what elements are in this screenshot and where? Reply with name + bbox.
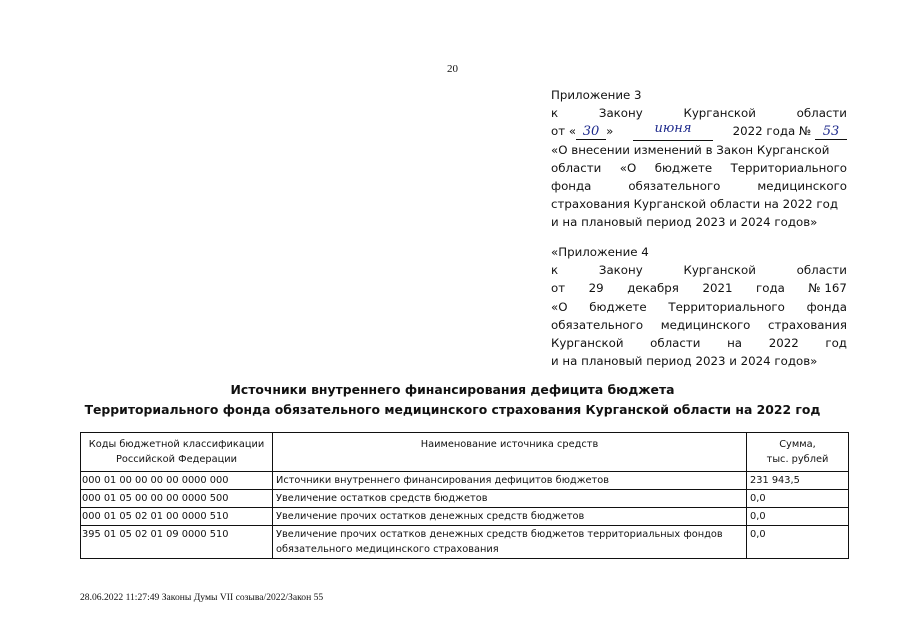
word: на — [727, 335, 743, 350]
word: № 167 — [808, 281, 847, 296]
appendix-3-line — [551, 195, 847, 213]
cell-code: 000 01 05 00 00 00 0000 500 — [81, 490, 273, 508]
appendix-3-block — [551, 86, 847, 232]
appendix-3-law-line — [551, 104, 847, 122]
word: Курганской — [683, 106, 756, 121]
word: и на плановый период 2023 и 2024 годов» — [551, 354, 818, 369]
cell-name: Увеличение остатков средств бюджетов — [273, 490, 747, 508]
cell-code: 000 01 05 02 01 00 0000 510 — [81, 508, 273, 526]
year-text: 2022 года № — [732, 124, 812, 139]
cell-sum: 231 943,5 — [747, 472, 849, 490]
table-row — [81, 508, 849, 526]
word: от — [551, 281, 566, 296]
word: Территориального — [668, 299, 785, 314]
appendix-3-text — [551, 141, 847, 232]
appendix-4-line — [551, 352, 847, 370]
cell-sum: 0,0 — [747, 526, 849, 559]
cell-name: Источники внутреннего финансирования дефицитов бюджетов — [273, 472, 747, 490]
word: к — [551, 106, 559, 121]
word: обязательного — [551, 317, 644, 332]
word: страхования Курганской области на 2022 год — [551, 197, 838, 212]
table-body — [81, 472, 849, 559]
word: 29 — [588, 281, 604, 296]
appendix-3-line — [551, 213, 847, 231]
word: бюджете — [654, 160, 713, 175]
page-number: 20 — [447, 63, 458, 75]
cell-sum: 0,0 — [747, 508, 849, 526]
title-line-1: Источники внутреннего финансирования дефицита бюджета — [230, 382, 675, 397]
word: фонда — [551, 178, 592, 193]
handwritten-month: июня — [633, 122, 713, 140]
appendix-4-heading: «Приложение 4 — [551, 245, 649, 259]
word: медицинского — [660, 317, 751, 332]
cell-code: 395 01 05 02 01 09 0000 510 — [81, 526, 273, 559]
appendix-3-line — [551, 177, 847, 195]
appendix-4-line — [551, 316, 847, 334]
word: год — [825, 335, 847, 350]
document-title — [80, 380, 825, 420]
appendix-4-line — [551, 261, 847, 279]
year-and-number — [733, 122, 847, 140]
word: Территориального — [730, 160, 847, 175]
cell-sum: 0,0 — [747, 490, 849, 508]
table-row — [81, 490, 849, 508]
word: страхования — [768, 317, 847, 332]
date-quote-close: » — [606, 124, 614, 139]
date-group — [551, 122, 613, 140]
word: Курганской — [551, 335, 624, 350]
word: области — [796, 263, 847, 278]
table-header-row — [81, 433, 849, 472]
appendix-3-heading: Приложение 3 — [551, 88, 642, 102]
cell-name: Увеличение прочих остатков денежных средств бюджетов — [273, 508, 747, 526]
header-sum — [747, 433, 849, 472]
appendix-3-line — [551, 159, 847, 177]
word: Закону — [598, 263, 643, 278]
word: фонда — [806, 299, 847, 314]
word: года — [756, 281, 785, 296]
title-line-2: Территориального фонда обязательного медицинского страхования Курганской области на 2022 год — [84, 402, 821, 417]
handwritten-number: 53 — [815, 125, 847, 140]
table-row — [81, 472, 849, 490]
table-row — [81, 526, 849, 559]
cell-code: 000 01 00 00 00 00 0000 000 — [81, 472, 273, 490]
word: к — [551, 263, 559, 278]
word: декабря — [627, 281, 679, 296]
word: области — [650, 335, 701, 350]
word: и на плановый период 2023 и 2024 годов» — [551, 215, 818, 230]
word: Курганской — [683, 263, 756, 278]
cell-name: Увеличение прочих остатков денежных средств бюджетов территориальных фондов обязательного медицинского страхования — [273, 526, 747, 559]
appendix-3-date-line — [551, 122, 847, 140]
appendix-3-line — [551, 141, 847, 159]
word: «О — [551, 299, 568, 314]
sources-table — [80, 432, 849, 559]
footer-stamp: 28.06.2022 11:27:49 Законы Думы VII созыва/2022/Закон 55 — [80, 592, 324, 603]
appendix-4-line — [551, 298, 847, 316]
header-name: Наименование источника средств — [273, 433, 747, 472]
header-sum-line-2: тыс. рублей — [766, 454, 829, 465]
word: 2021 — [702, 281, 733, 296]
appendix-4-text — [551, 261, 847, 370]
word: 2022 — [768, 335, 799, 350]
word: обязательного — [628, 178, 721, 193]
word: области — [551, 160, 602, 175]
word: «О — [619, 160, 637, 175]
appendix-4-block — [551, 243, 847, 370]
date-prefix: от « — [551, 124, 577, 139]
word: области — [796, 106, 847, 121]
header-code: Коды бюджетной классификации Российской Федерации — [81, 433, 273, 472]
word: медицинского — [757, 178, 847, 193]
header-sum-line-1: Сумма, — [779, 439, 816, 450]
appendix-4-line — [551, 279, 847, 297]
word: Закону — [598, 106, 643, 121]
handwritten-day: 30 — [576, 125, 606, 140]
appendix-4-line — [551, 334, 847, 352]
word: «О внесении изменений в Закон Курганской — [551, 142, 830, 157]
word: бюджете — [589, 299, 647, 314]
